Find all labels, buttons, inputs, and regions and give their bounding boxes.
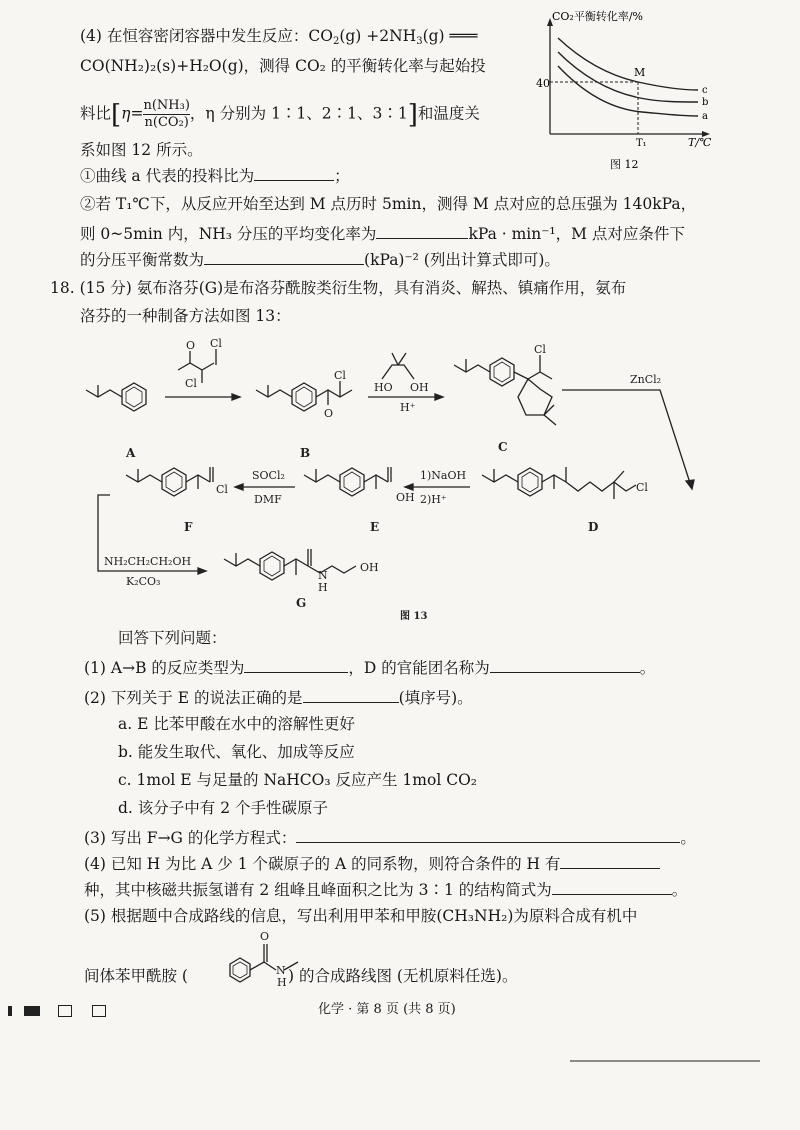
q17-4-sub1: ①曲线 a 代表的投料比为 ； [80,164,350,186]
answer-blank [244,656,348,673]
reagent-h-plus: H⁺ [400,401,416,414]
figure-13-caption: 图 13 [400,611,428,622]
reagent-h-plus-2: 2)H⁺ [420,493,447,506]
diol-ho: HO [374,381,393,394]
x-axis-label: T/℃ [688,136,712,149]
figure-12-caption: 图 12 [610,158,639,171]
benzamide-h: H [277,976,287,988]
reagent-k2co3: K₂CO₃ [126,575,161,588]
footer-filled-square [24,1006,40,1016]
benzamide-o: O [260,930,270,943]
reagent-amine: NH₂CH₂CH₂OH [104,555,192,568]
q18-header-2: 洛芬的一种制备方法如图 13： [80,307,291,325]
x-tick-t1: T₁ [636,138,647,149]
b-cl: Cl [334,369,346,382]
point-m-label: M [634,66,646,79]
q17-4-sub2b: 则 0~5min 内，NH₃ 分压的平均变化率为 kPa · min⁻¹，M 点对应条件下 [80,222,685,244]
scan-artifact-line [570,1060,760,1062]
curve-b [558,52,698,102]
molecule-f [126,467,213,496]
label-g: G [296,596,307,610]
q18-option-d: d. 该分子中有 2 个手性碳原子 [118,799,328,817]
molecule-d [482,467,636,499]
curve-c-label: c [702,85,708,96]
diol-oh: OH [410,381,429,394]
c-cl: Cl [534,343,546,356]
q17-4-sub2c: 的分压平衡常数为 (kPa)⁻² (列出计算式即可)。 [80,248,560,270]
reagent-dmf: DMF [254,493,282,506]
e-oh: OH [396,491,415,504]
q18-sub5: (5) 根据题中合成路线的信息，写出利用甲苯和甲胺(CH₃NH₂)为原料合成有机中 [84,907,638,925]
f-cl: Cl [216,483,228,496]
label-a: A [126,446,136,460]
molecule-g [224,549,356,580]
reagent-naoh: 1)NaOH [420,469,467,482]
answer-blank [376,222,468,239]
answer-blank [204,248,364,265]
q18-option-a: a. E 比苯甲酸在水中的溶解性更好 [118,715,355,733]
footer-empty-square-1 [58,1005,72,1017]
g-n: N [318,569,328,582]
molecule-c [454,355,556,425]
molecule-a [86,383,146,411]
label-e: E [370,520,380,534]
q18-sub4: (4) 已知 H 为比 A 少 1 个碳原子的 A 的同系物，则符合条件的 H 有 [84,852,660,874]
curve-a [558,66,698,116]
footer-mark [8,1006,12,1016]
q18-option-c: c. 1mol E 与足量的 NaHCO₃ 反应产生 1mol CO₂ [118,771,477,789]
label-f: F [184,520,193,534]
q18-sub5-line2: 间体苯甲酰胺 ( ) 的合成路线图 (无机原料任选)。 [84,967,518,985]
reagent-socl2: SOCl₂ [252,469,285,482]
q17-4-line2: CO(NH₂)₂(s)+H₂O(g)，测得 CO₂ 的平衡转化率与起始投 [80,57,486,75]
reagent-cl2: Cl [185,377,197,390]
q18-option-b: b. 能发生取代、氧化、加成等反应 [118,743,355,761]
reagent-cl: Cl [210,337,222,350]
curve-a-label: a [702,111,708,122]
q17-4-sub2a: ②若 T₁℃下，从反应开始至达到 M 点历时 5min，测得 M 点对应的总压强为 140kPa， [80,195,697,213]
q18-sub2: (2) 下列关于 E 的说法正确的是 (填序号)。 [84,686,473,708]
b-o: O [324,407,334,420]
answer-blank [303,686,399,703]
d-cl: Cl [636,481,648,494]
q17-4-line3: 料比[η= $\frac{\text{n(NH₃)}}{\text{n(CO₂)}}$ ，η 分别为 1∶1、2∶1、3∶1]和温度关 [80,98,480,130]
q18-sub3: (3) 写出 F→G 的化学方程式： 。 [84,826,696,848]
label-b: B [300,446,311,460]
q18-intro: 回答下列问题： [118,629,227,647]
figure-13-scheme [70,335,730,625]
q17-4-line1: (4) 在恒容密闭容器中发生反应：CO2(g) +2NH3(g) ═══ [80,27,478,47]
q18-sub4-line2: 种，其中核磁共振氢谱有 2 组峰且峰面积之比为 3∶1 的结构简式为 。 [84,878,687,900]
footer-empty-square-2 [92,1005,106,1017]
answer-blank [296,826,680,843]
answer-blank [490,656,640,673]
label-c: C [498,440,508,454]
answer-blank [254,164,334,181]
figure-12-chart [530,6,730,172]
reagent-zncl2: ZnCl₂ [630,373,662,386]
y-axis-label: CO₂平衡转化率/% [552,10,644,23]
molecule-b [256,381,352,411]
molecule-e [304,467,391,496]
arrow-c-d [562,390,690,483]
reagent-o: O [186,339,196,352]
n-methylbenzamide-structure [222,928,332,988]
g-h: H [318,581,328,594]
curve-b-label: b [702,97,709,108]
benzamide-n: N [276,964,286,977]
label-d: D [588,520,599,534]
q18-header: 18. (15 分) 氨布洛芬(G)是布洛芬酰胺类衍生物，具有消炎、解热、镇痛作用，氨布 [50,279,627,297]
y-tick-40: 40 [536,77,550,90]
page-number: 化学 · 第 8 页 (共 8 页) [318,1002,456,1017]
g-oh: OH [360,561,379,574]
q17-4-line4: 系如图 12 所示。 [80,141,203,159]
q18-sub1: (1) A→B 的反应类型为 ，D 的官能团名称为 。 [84,656,655,678]
answer-blank [560,852,660,869]
answer-blank [552,878,672,895]
